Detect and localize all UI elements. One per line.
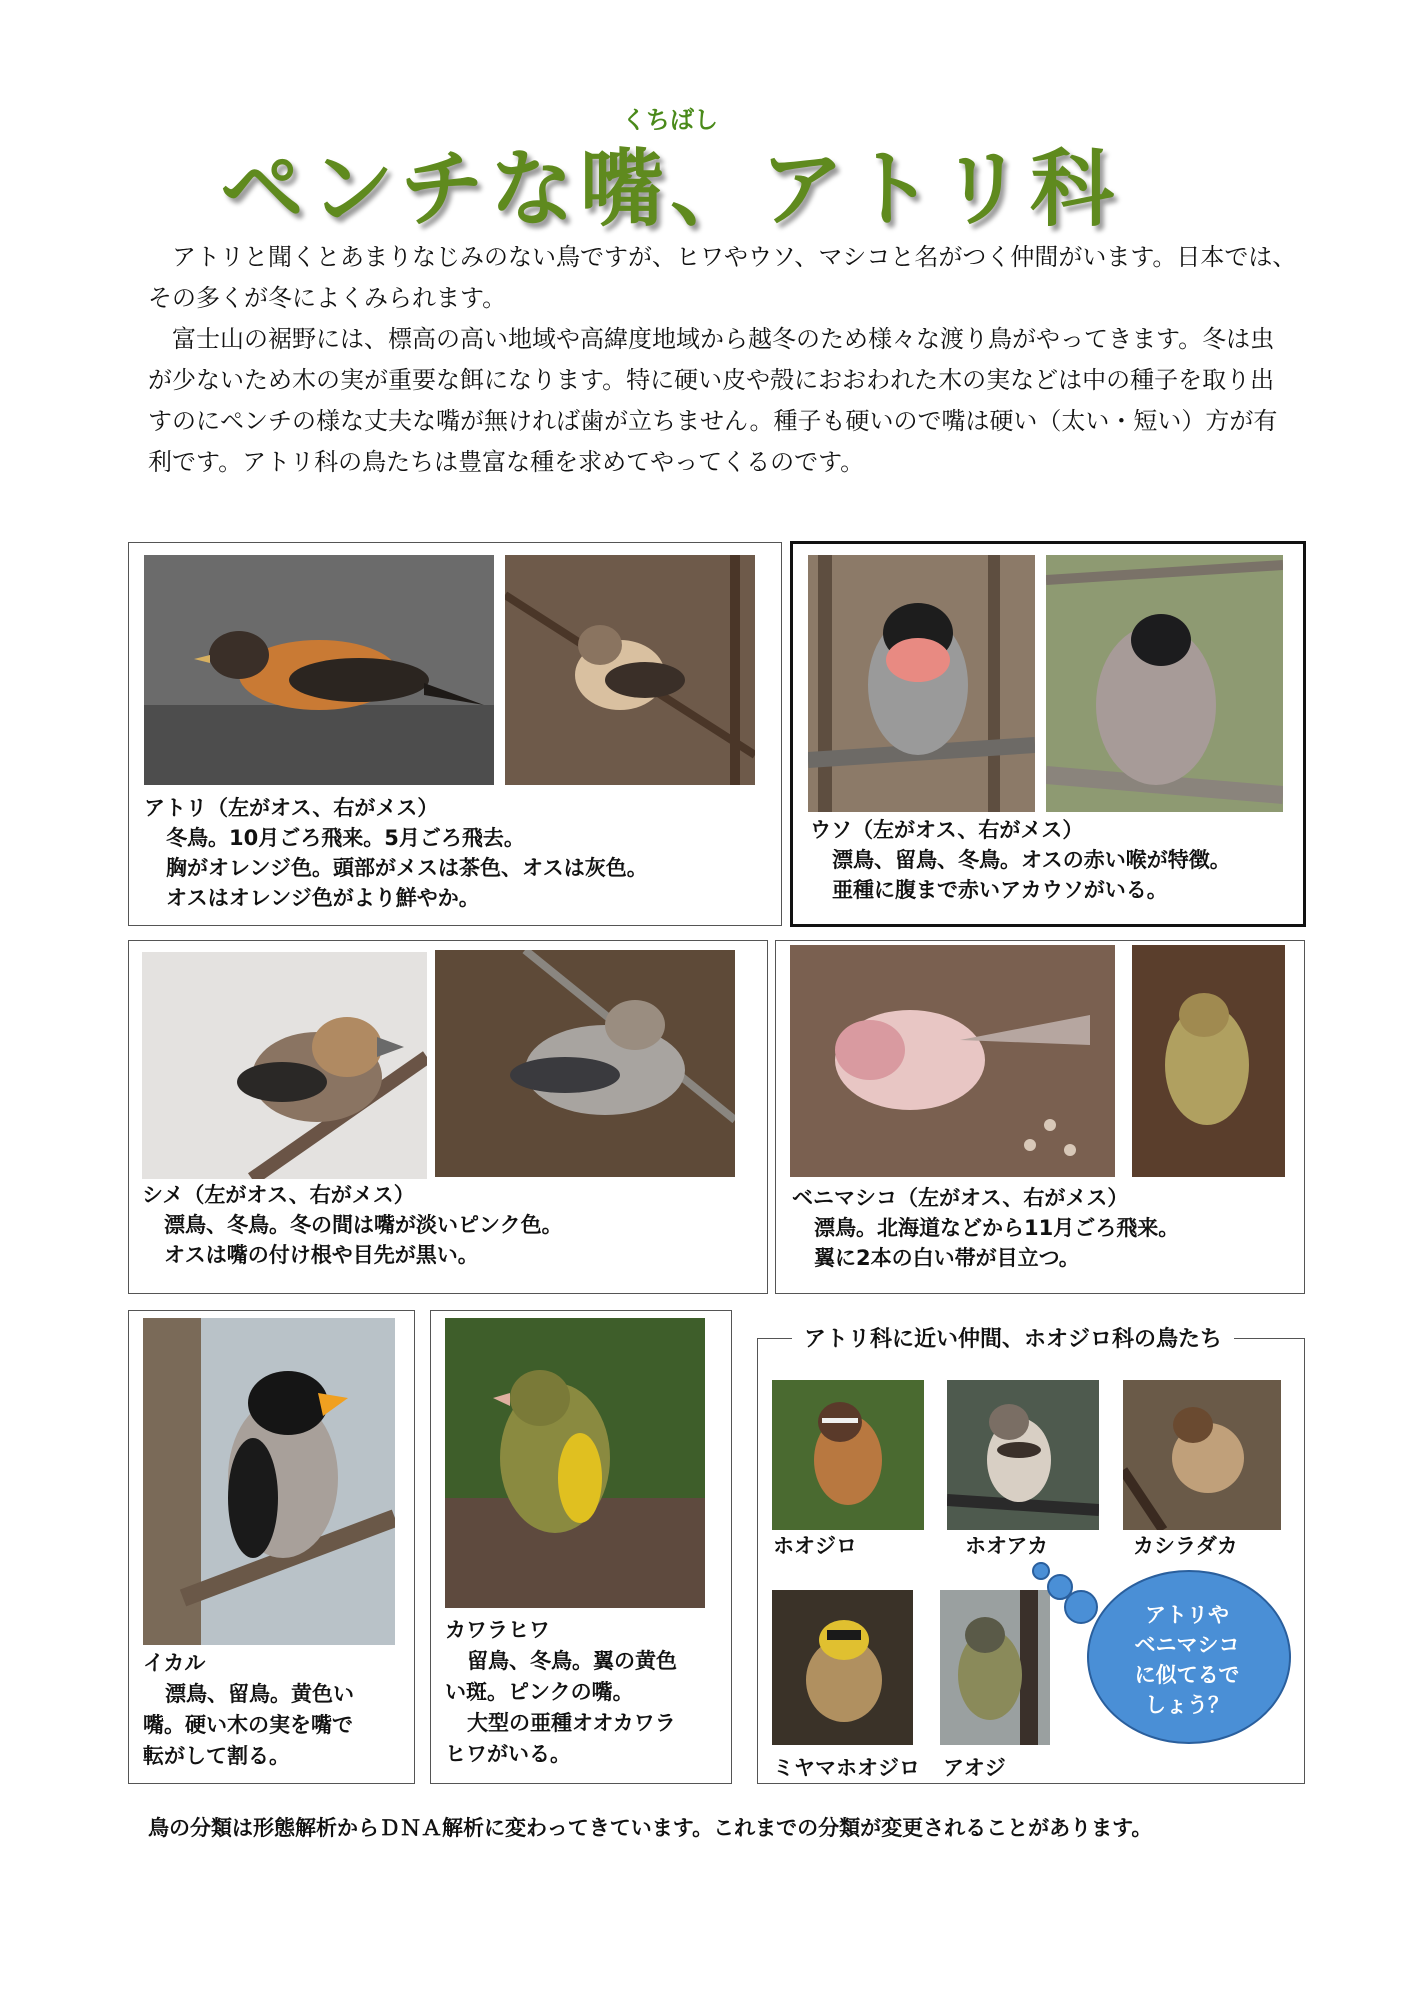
photo-atori-female [505,555,755,785]
caption-shime-line2: オスは嘴の付け根や目先が黒い。 [164,1243,479,1267]
photo-benimashiko-male [790,945,1115,1177]
photo-aoji [940,1590,1050,1745]
caption-uso-line2: 亜種に腹まで赤いアカウソがいる。 [832,878,1168,902]
bubble-line-2: ベニマシコ [1134,1633,1240,1657]
intro-paragraph-1: アトリと聞くとあまりなじみのない鳥ですが、ヒワやウソ、マシコと名がつく仲間がいます。日本では、その多くが冬によくみられます。 [148,243,1297,312]
intro-text [148,237,1298,483]
caption-benimashiko [792,1183,1179,1273]
caption-shime-name: シメ（左がオス、右がメス） [142,1183,415,1207]
caption-benimashiko-line1: 漂鳥。北海道などから11月ごろ飛来。 [814,1216,1180,1240]
caption-kawarahiwa-line4: ヒワがいる。 [445,1742,571,1766]
bubble-line-1: アトリや [1145,1603,1229,1627]
caption-atori [144,793,648,913]
relative-name-hooaka: ホオアカ [965,1534,1049,1558]
relatives-title: アトリ科に近い仲間、ホオジロ科の鳥たち [792,1322,1234,1353]
caption-uso [810,815,1231,905]
intro-paragraph-2: 富士山の裾野には、標高の高い地域や高緯度地域から越冬のため様々な渡り鳥がやってきます。冬は虫が少ないため木の実が重要な餌になります。特に硬い皮や殻におおわれた木の実などは中の種子を取り出すのにペンチの様な丈夫な嘴が無ければ歯が立ちません。種子も硬いので嘴は硬い（太い・短い）方が有利です。アトリ科の鳥たちは豊富な種を求めてやってくるのです。 [148,325,1278,476]
photo-hoojiro [772,1380,924,1530]
caption-kawarahiwa-line2: い斑。ピンクの嘴。 [445,1680,634,1704]
photo-hooaka [947,1380,1099,1530]
caption-atori-line2: 胸がオレンジ色。頭部がメスは茶色、オスは灰色。 [166,856,648,880]
caption-atori-line3: オスはオレンジ色がより鮮やか。 [166,886,480,910]
caption-atori-name: アトリ（左がオス、右がメス） [144,796,439,820]
caption-kawarahiwa-name: カワラヒワ [445,1618,550,1642]
photo-atori-male [144,555,494,785]
caption-benimashiko-line2: 翼に2本の白い帯が目立つ。 [814,1246,1080,1270]
relative-name-aoji: アオジ [943,1756,1006,1780]
caption-uso-name: ウソ（左がオス、右がメス） [810,818,1084,842]
caption-shime-line1: 漂鳥、冬鳥。冬の間は嘴が淡いピンク色。 [164,1213,563,1237]
thought-bubble-text [1087,1600,1287,1720]
caption-uso-line1: 漂鳥、留鳥、冬鳥。オスの赤い喉が特徴。 [832,848,1231,872]
bubble-line-4: しょう？ [1145,1693,1229,1717]
caption-kawarahiwa [445,1615,677,1770]
relative-name-kashiradaka: カシラダカ [1133,1534,1238,1558]
photo-ikaru [143,1318,395,1645]
caption-ikaru-line2: 嘴。硬い木の実を嘴で [143,1713,353,1737]
title-ruby: くちばし [622,106,718,134]
caption-ikaru-line3: 転がして割る。 [143,1744,290,1768]
caption-ikaru [143,1648,354,1772]
photo-kawarahiwa [445,1318,705,1608]
caption-benimashiko-name: ベニマシコ（左がオス、右がメス） [792,1186,1129,1210]
photo-shime-female [435,950,735,1177]
relative-name-hoojiro: ホオジロ [773,1534,857,1558]
caption-ikaru-line1: 漂鳥、留鳥。黄色い [165,1682,354,1706]
caption-ikaru-name: イカル [143,1651,206,1675]
bubble-line-3: に似てるで [1134,1663,1240,1687]
relative-name-miyamahoojiro: ミヤマホオジロ [773,1756,920,1780]
footer-note: 鳥の分類は形態解析からＤＮＡ解析に変わってきています。これまでの分類が変更されることがあります。 [148,1816,1153,1840]
photo-kashiradaka [1123,1380,1281,1530]
photo-miyamahoojiro [772,1590,913,1745]
caption-kawarahiwa-line1: 留鳥、冬鳥。翼の黄色 [467,1649,677,1673]
photo-shime-male [142,952,427,1179]
caption-shime [142,1180,563,1270]
caption-atori-line1: 冬鳥。10月ごろ飛来。5月ごろ飛去。 [166,826,525,850]
photo-uso-male [808,555,1035,812]
photo-benimashiko-female [1132,945,1285,1177]
caption-kawarahiwa-line3: 大型の亜種オオカワラ [467,1711,676,1735]
page-title: ペンチな嘴、アトリ科 [220,140,1121,238]
bubble-dot-small [1032,1562,1050,1580]
photo-uso-female [1046,555,1283,812]
